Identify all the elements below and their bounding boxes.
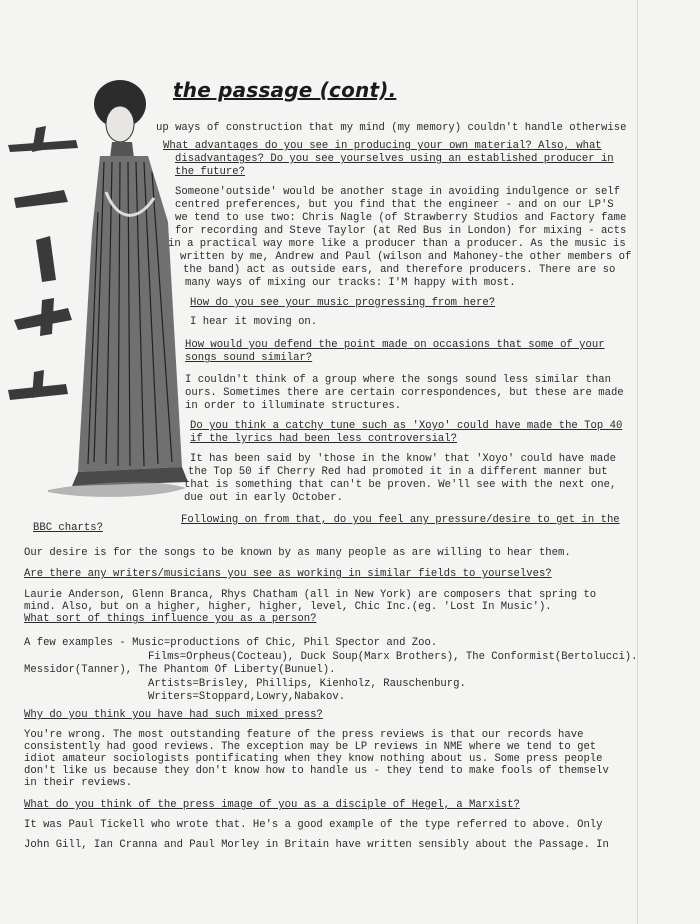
question-line: disadvantages? Do you see yourselves using an established producer in: [175, 153, 614, 165]
question-line: What advantages do you see in producing your own material? Also, what: [163, 140, 602, 152]
question-line: Do you think a catchy tune such as 'Xoyo' could have made the Top 40: [190, 420, 623, 432]
text-line: up ways of construction that my mind (my memory) couldn't handle otherwise: [156, 122, 627, 134]
question-line: What do you think of the press image of you as a disciple of Hegel, a Marxist?: [24, 799, 520, 811]
text-line: in a practical way more like a producer than a producer. As the music is: [168, 238, 626, 250]
text-line: Writers=Stoppard,Lowry,Nabakov.: [148, 691, 346, 703]
woman-in-dress-illustration: [8, 72, 193, 512]
text-line: centred preferences, but you find that the engineer - and on our LP'S: [175, 199, 614, 211]
question-line: BBC charts?: [33, 522, 103, 534]
text-line: Our desire is for the songs to be known by as many people as are willing to hear them.: [24, 547, 571, 559]
text-line: Artists=Brisley, Phillips, Kienholz, Rauschenburg.: [148, 678, 466, 690]
text-line: many ways of mixing our tracks: I'M happy with most.: [185, 277, 516, 289]
text-line: ours. Sometimes there are certain correspondences, but these are made: [185, 387, 624, 399]
text-line: Someone'outside' would be another stage in avoiding indulgence or self: [175, 186, 621, 198]
text-line: in order to illuminate structures.: [185, 400, 402, 412]
text-line: written by me, Andrew and Paul (wilson and Mahoney-the other members of: [180, 251, 632, 263]
question-line: What sort of things influence you as a person?: [24, 613, 317, 625]
text-line: consistently had good reviews. The exception may be LP reviews in NME where we tend to get: [24, 741, 597, 753]
article-title: the passage (cont).: [173, 78, 397, 102]
text-line: the Top 50 if Cherry Red had promoted it in a different manner but: [188, 466, 608, 478]
text-line: due out in early October.: [184, 492, 343, 504]
text-line: for recording and Steve Taylor (at Red Bus in London) for mixing - acts: [175, 225, 627, 237]
question-line: How would you defend the point made on occasions that some of your: [185, 339, 605, 351]
text-line: It has been said by 'those in the know' that 'Xoyo' could have made: [190, 453, 616, 465]
question-line: How do you see your music progressing from here?: [190, 297, 496, 309]
text-line: idiot amateur sociologists pontificating when they know nothing about us. Some press people: [24, 753, 603, 765]
text-line: mind. Also, but on a higher, higher, higher, level, Chic Inc.(eg. 'Lost In Music').: [24, 601, 552, 613]
text-line: Laurie Anderson, Glenn Branca, Rhys Chatham (all in New York) are composers that spring to: [24, 589, 597, 601]
text-line: in their reviews.: [24, 777, 133, 789]
text-line: don't like us because they don't know how to handle us - they tend to make fools of themselv: [24, 765, 609, 777]
text-line: I couldn't think of a group where the songs sound less similar than: [185, 374, 611, 386]
text-line: You're wrong. The most outstanding feature of the press reviews is that our records have: [24, 729, 584, 741]
text-line: A few examples - Music=productions of Chic, Phil Spector and Zoo.: [24, 637, 438, 649]
text-line: that is something that can't be proven. We'll see with the next one,: [184, 479, 617, 491]
page-edge: [637, 0, 638, 924]
text-line: we tend to use two: Chris Nagle (of Strawberry Studios and Factory fame: [175, 212, 627, 224]
text-line: the band) act as outside ears, and therefore producers. There are so: [183, 264, 616, 276]
text-line: Films=Orpheus(Cocteau), Duck Soup(Marx Brothers), The Conformist(Bertolucci).: [148, 651, 638, 663]
question-line: the future?: [175, 166, 245, 178]
text-line: John Gill, Ian Cranna and Paul Morley in Britain have written sensibly about the Passage. In: [24, 839, 609, 851]
question-line: Why do you think you have had such mixed press?: [24, 709, 323, 721]
text-line: Messidor(Tanner), The Phantom Of Liberty(Bunuel).: [24, 664, 336, 676]
text-line: It was Paul Tickell who wrote that. He's a good example of the type referred to above. Only: [24, 819, 603, 831]
question-line: if the lyrics had been less controversial?: [190, 433, 458, 445]
question-line: Following on from that, do you feel any pressure/desire to get in the: [181, 514, 620, 526]
text-line: I hear it moving on.: [190, 316, 318, 328]
question-line: Are there any writers/musicians you see as working in similar fields to yourselves?: [24, 568, 552, 580]
question-line: songs sound similar?: [185, 352, 313, 364]
